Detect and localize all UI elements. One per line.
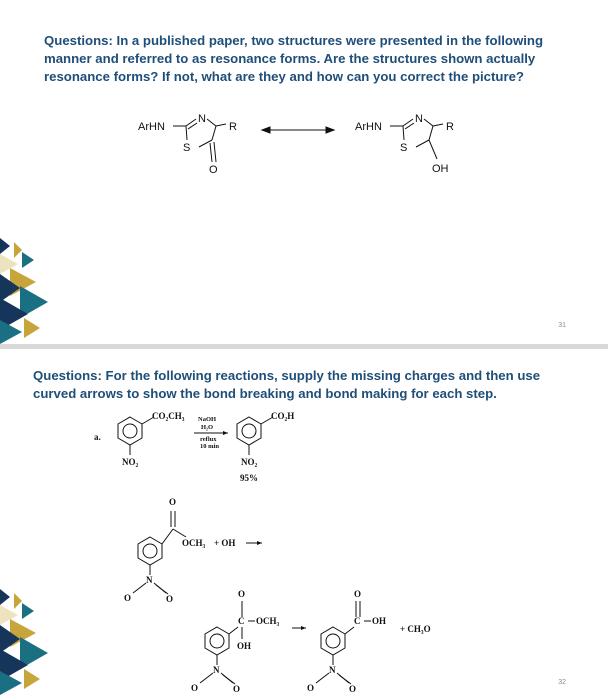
tetrahedral-carbon-label: C <box>238 616 245 626</box>
r-group-label: R <box>446 121 454 133</box>
nitrogen-label: N <box>198 113 206 125</box>
reactant-methyl-nitrobenzoate <box>118 417 154 455</box>
arhn-label: ArHN <box>355 121 382 133</box>
reaction-scheme <box>0 399 608 699</box>
reaction-label: a. <box>94 432 101 442</box>
decorative-triangles <box>0 589 60 695</box>
nitro-oxygen-label: O <box>307 683 315 693</box>
thiazolone-structure <box>173 119 226 162</box>
reagent-time-label: 10 min <box>200 443 219 450</box>
methoxy-label: OCH₃ <box>256 616 280 626</box>
acid-substituent-label: CO₂H <box>271 411 295 421</box>
question-text: Questions: In a published paper, two structures were presented in the following manner and referred to as resonance forms. Are the structures shown actually resonance forms? If not, what are they and how can you correct the picture? <box>44 33 543 84</box>
nitro-oxygen-label: O <box>124 593 132 603</box>
r-group-label: R <box>229 121 237 133</box>
nitro-label: NO₂ <box>241 457 258 467</box>
hydroxythiazole-structure <box>390 119 443 159</box>
methoxy-label: OCH₃ <box>182 538 206 548</box>
nitro-oxygen-label: O <box>166 594 174 604</box>
arrow-head <box>301 626 306 630</box>
reagent-condition-label: reflux <box>200 436 217 443</box>
sulfur-label: S <box>183 142 191 154</box>
ester-substituent-label: CO₂CH₃ <box>152 411 185 421</box>
decorative-triangles <box>0 238 60 344</box>
nitro-nitrogen-label: N <box>213 665 220 675</box>
carboxyl-carbon-label: C <box>354 616 361 626</box>
page-number: 32 <box>558 679 566 686</box>
slide-31 <box>0 0 608 344</box>
alkoxide-oxygen-label: O <box>238 589 246 599</box>
reagent-solvent-label: H₂O <box>201 424 214 431</box>
nitro-nitrogen-label: N <box>146 575 153 585</box>
yield-label: 95% <box>240 473 258 483</box>
arrow-head <box>223 431 228 435</box>
reagent-base-label: NaOH <box>198 416 217 423</box>
carbonyl-oxygen-label: O <box>169 497 177 507</box>
slide-32 <box>0 349 608 700</box>
sulfur-label: S <box>400 142 408 154</box>
question-text: Questions: For the following reactions, supply the missing charges and then use curved arrows to show the bond breaking and bond making for each step. <box>33 368 541 401</box>
hydroxide-label: + OH <box>214 538 236 548</box>
page-number: 31 <box>558 322 566 329</box>
step2-acid-product <box>316 601 371 684</box>
nitro-oxygen-label: O <box>233 684 241 694</box>
arhn-label: ArHN <box>138 121 165 133</box>
product-nitrobenzoic-acid <box>237 417 273 455</box>
step1-ester <box>133 511 186 594</box>
hydroxyl-label: OH <box>432 163 449 175</box>
nitrogen-label: N <box>415 113 423 125</box>
hydroxyl-label: OH <box>237 641 252 651</box>
carbonyl-oxygen-label: O <box>354 589 362 599</box>
hydroxyl-label: OH <box>372 616 387 626</box>
arrow-head <box>257 541 262 545</box>
resonance-arrow <box>262 127 334 133</box>
nitro-oxygen-label: O <box>191 683 199 693</box>
nitro-oxygen-label: O <box>349 684 357 694</box>
oxygen-label: O <box>209 164 218 176</box>
nitro-nitrogen-label: N <box>329 665 336 675</box>
methoxide-byproduct-label: + CH₃O <box>400 624 431 634</box>
resonance-structures <box>0 100 608 300</box>
nitro-label: NO₂ <box>122 457 139 467</box>
